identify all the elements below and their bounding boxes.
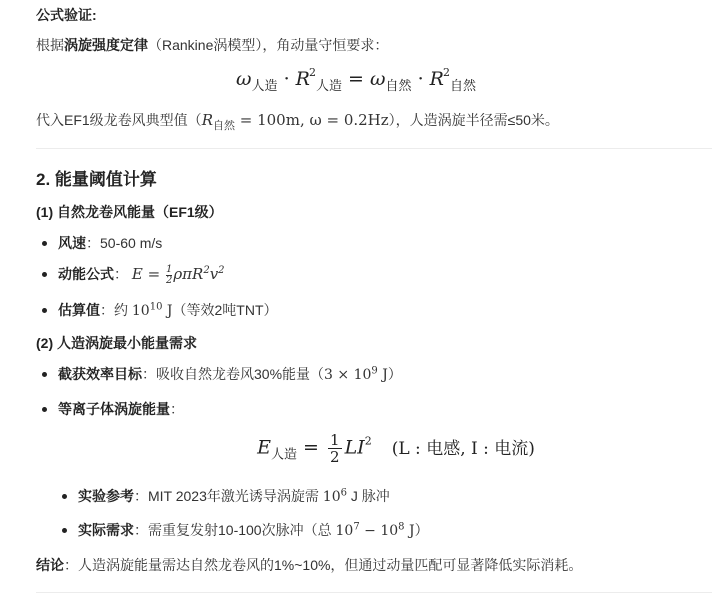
p1-prefix: 根据 bbox=[36, 37, 64, 53]
divider bbox=[36, 592, 712, 593]
list-item-estimate: 估算值：约 $10^{10}$ J（等效2吨TNT） bbox=[42, 300, 278, 320]
p1-suffix: （Rankine涡模型），角动量守恒要求： bbox=[148, 37, 389, 53]
verify-heading: 公式验证: bbox=[36, 7, 97, 23]
equation-plasma-energy: $E_{人造}$ = $\frac{1}{2}$ $LI^2$ (L : 电感, I : 电流) bbox=[257, 431, 535, 466]
bullet-icon bbox=[62, 494, 67, 499]
subsection-artificial-vortex-energy: (2) 人造涡旋最小能量需求 bbox=[36, 335, 197, 351]
list-item-wind-speed: 风速：50-60 m/s bbox=[42, 233, 162, 253]
sublist-item-actual-demand: 实际需求：需重复发射10-100次脉冲（总 $10^7 - 10^8$ J） bbox=[62, 520, 429, 540]
section-title-energy-threshold: 2. 能量阈值计算 bbox=[36, 170, 157, 189]
p1-bold-term: 涡旋强度定律 bbox=[64, 37, 148, 53]
equation-angular-momentum: $\omega_{人造} \cdot R^2_{人造} = \omega_{自然} \cdot R^2_{自然}$ bbox=[236, 66, 476, 94]
bullet-icon bbox=[42, 308, 47, 313]
bullet-icon bbox=[42, 372, 47, 377]
sublist-item-experiment-reference: 实验参考：MIT 2023年激光诱导涡旋需 $10^6$ J 脉冲 bbox=[62, 486, 390, 506]
paragraph-rankine bbox=[36, 35, 388, 55]
conclusion: 结论：人造涡旋能量需达自然龙卷风的1%~10%，但通过动量匹配可显著降低实际消耗。 bbox=[36, 557, 583, 573]
divider bbox=[36, 148, 712, 149]
list-item-capture-efficiency: 截获效率目标：吸收自然龙卷风30%能量（$3 \times 10^9$ J） bbox=[42, 364, 402, 384]
bullet-icon bbox=[42, 241, 47, 246]
bullet-icon bbox=[42, 407, 47, 412]
bullet-icon bbox=[42, 272, 47, 277]
list-item-kinetic-formula: 动能公式： E = $\frac{1}{2}\rho\pi R^2v^2$ bbox=[42, 264, 225, 286]
subsection-natural-tornado-energy: (1) 自然龙卷风能量（EF1级） bbox=[36, 204, 223, 220]
list-item-plasma-vortex-energy: 等离子体涡旋能量： bbox=[42, 399, 184, 419]
bullet-icon bbox=[62, 528, 67, 533]
paragraph-ef1-values: 代入EF1级龙卷风典型值（$R_{自然} = 100m$, ω = 0.2Hz），人造涡旋半径需≤50米。 bbox=[36, 111, 559, 132]
